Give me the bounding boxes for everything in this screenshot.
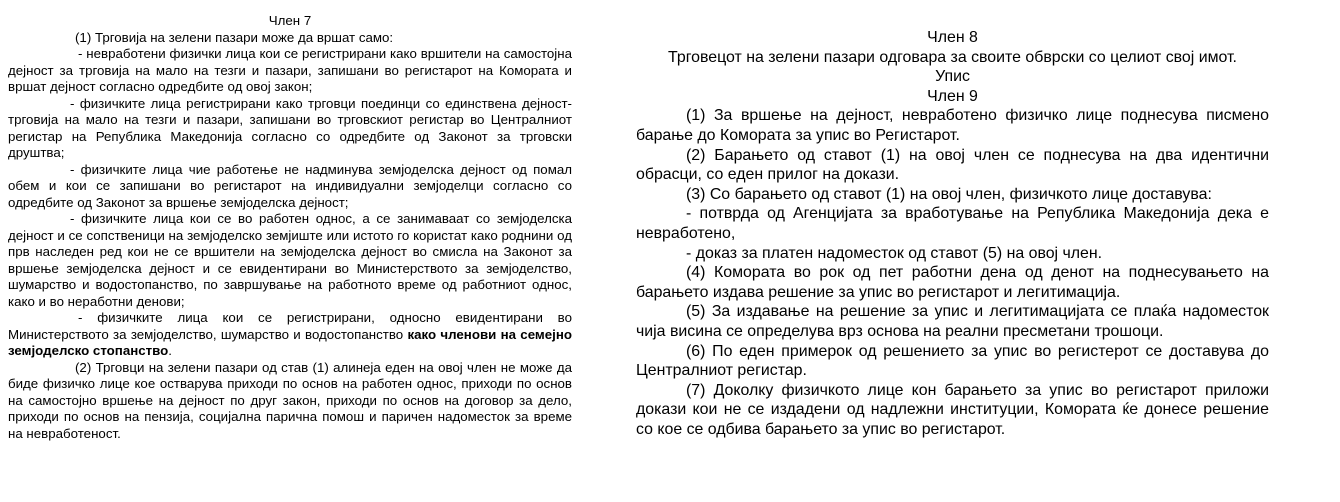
article-7-heading: Член 7 — [268, 13, 312, 28]
article-9-paragraph-6: (6) По еден примерок од решението за упис во регистерот се доставува до Централниот регистар. — [636, 342, 1269, 380]
left-column — [8, 0, 572, 442]
article-9-paragraph-3-item-2: - доказ за платен надоместок од ставот (5) на овој член. — [686, 244, 1103, 262]
article-7-paragraph-1: (1) Трговија на зелени пазари може да вршат само: — [75, 29, 394, 45]
article-9-paragraph-5: (5) За издавање на решение за упис и легитимацијата се плаќа надоместок чија висина се определува врз основа на реални пресметани трошоци. — [636, 303, 1269, 340]
section-title: Упис — [935, 68, 970, 86]
article-8-heading: Член 8 — [927, 29, 978, 46]
right-column — [636, 0, 1269, 439]
article-7-item-1: - невработени физички лица кои се регистрирани како вршители на самостојна дејност за трговија на мало на тезги и пазари, запишани во регистарот на Комората и вршат дејност согласно одредбите од овој закон; — [8, 46, 572, 94]
article-9-paragraph-4: (4) Комората во рок од пет работни дена од денот на поднесувањето на барањето издава решение за упис во регистарот и легитимација. — [636, 264, 1269, 301]
article-9-paragraph-1: (1) За вршење на дејност, невработено физичко лице поднесува писмено барање до Комората за упис во Регистарот. — [636, 107, 1269, 144]
article-7-item-5-bold: како членови на семејно земјоделско стопанство — [8, 326, 573, 358]
article-9-paragraph-2: (2) Барањето од ставот (1) на овој член се поднесува на два идентични обрасци, со еден прилог на докази. — [636, 146, 1269, 184]
article-7-item-2: - физичките лица регистрирани како трговци поединци со единствена дејност-трговија на мало на тезги и пазари, запишани во трговскиот регистар во Централниот регистар на Република Македонија согласно со одредбите од Законот за трговски друштва; — [8, 95, 572, 160]
article-7-item-3: - физичките лица чие работење не надминува земјоделска дејност од помал обем и кои се запишани во регистарот на индивидуални земјоделци согласно со одредбите од Законот за вршење земјоделска дејност; — [8, 161, 572, 210]
article-7-item-4: - физичките лица кои се во работен однос, а се занимаваат со земјоделска дејност и се сопственици на земјоделско земјиште или истото го користат како роднини од прв наследен ред кои не се вршители на земјоделска дејност во смисла на Законот за вршење земјоделска дејност и се евидентирани во Министерството за земјоделство, шумарство и водостопанство, по завршување на работното време од работниот однос, како и во неработни денови; — [8, 211, 572, 309]
article-9-paragraph-3-item-1: - потврда од Агенцијата за вработување на Република Македонија дека е невработено, — [636, 205, 1269, 242]
article-9-heading: Член 9 — [927, 87, 978, 105]
article-7-item-5-text: - физичките лица кои се регистрирани, односно евидентирани во Министерството за земјоделство, шумарство и водостопанство — [8, 310, 572, 342]
article-7-item-5-end: . — [168, 343, 172, 358]
article-7-item-5 — [8, 310, 572, 360]
article-7-paragraph-2: (2) Трговци на зелени пазари од став (1) алинеја еден на овој член не може да биде физичко лице кое остварува приходи по основ на работен однос, приходи по основ на самостојно вршење на дејност по друг закон, приходи по основ на договор за дело, приходи по основ на пензија, социјална парична помош и паричен надоместок за време на невработеност. — [8, 359, 572, 441]
article-8-text: Трговецот на зелени пазари одговара за своите обврски со целиот свој имот. — [668, 48, 1237, 66]
article-9-paragraph-7: (7) Доколку физичкото лице кон барањето за упис во регистарот приложи докази кои не се издадени од надлежни институции, Комората ќе донесе решение со кое се одбива барањето за упис во регистарот. — [636, 381, 1269, 438]
article-9-paragraph-3: (3) Со барањето од ставот (1) на овој член, физичкото лице доставува: — [686, 185, 1212, 203]
